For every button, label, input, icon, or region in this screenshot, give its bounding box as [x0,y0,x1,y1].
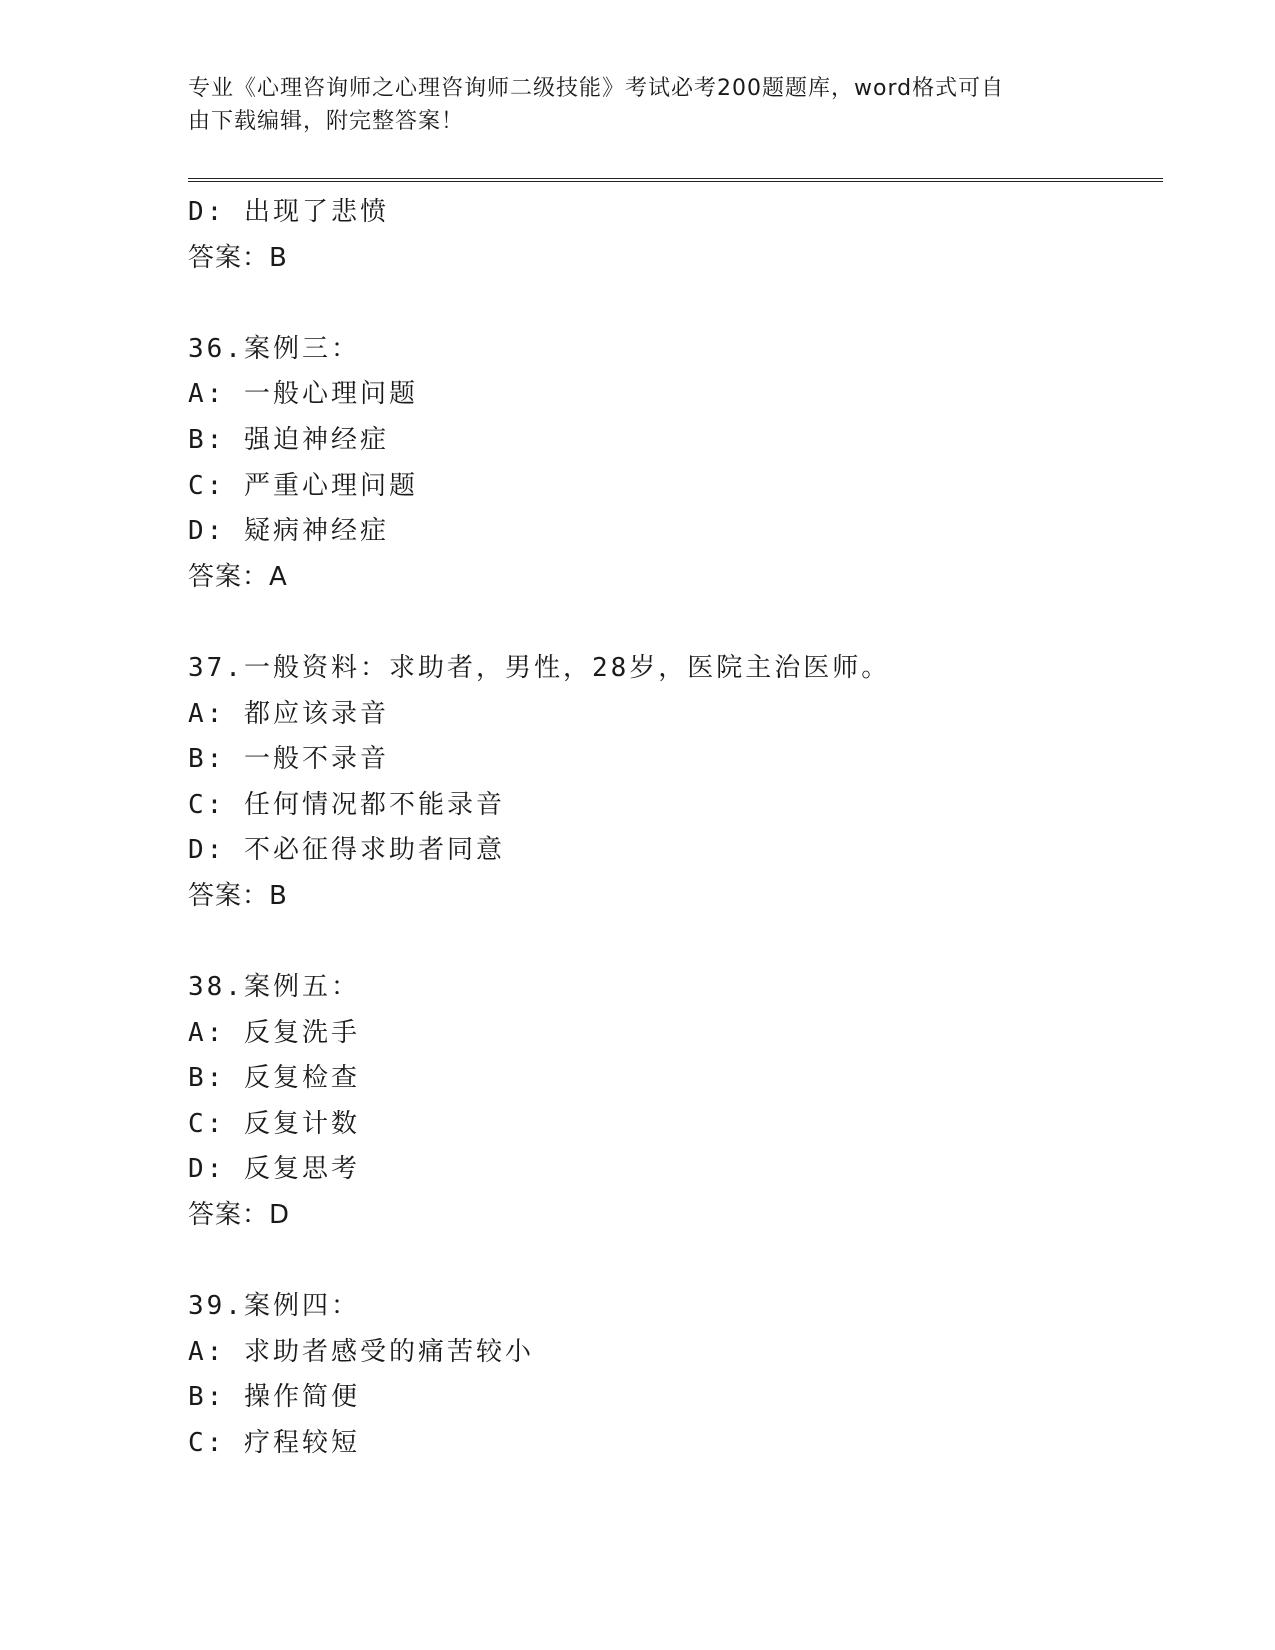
answer-line: 答案：A [188,561,288,592]
document-header [188,72,1068,138]
spacer [188,281,1168,327]
spacer [188,600,1168,646]
option-b: B: 一般不录音 [188,744,389,775]
question-title: 36.案例三： [188,333,360,364]
header-line-1: 专业《心理咨询师之心理咨询师二级技能》考试必考200题题库，word格式可自 [188,76,1005,101]
option-b: B: 操作简便 [188,1382,360,1413]
option-d: D: 出现了悲愤 [188,197,389,227]
option-a: A: 都应该录音 [188,698,389,729]
option-c: C: 疗程较短 [188,1428,360,1459]
option-d: D: 疑病神经症 [188,516,389,547]
question-title: 39.案例四： [188,1291,360,1322]
spacer [188,920,1168,966]
option-a: A: 求助者感受的痛苦较小 [188,1336,534,1367]
question-list [188,190,1168,1467]
option-c: C: 严重心理问题 [188,470,418,501]
answer-line: 答案：B [188,242,288,273]
header-line-2: 由下载编辑，附完整答案！ [188,109,465,134]
question-title: 38.案例五： [188,972,360,1003]
answer-line: 答案：D [188,1200,291,1231]
option-a: A: 反复洗手 [188,1017,360,1048]
option-d: D: 不必征得求助者同意 [188,835,505,866]
spacer [188,1239,1168,1285]
option-b: B: 强迫神经症 [188,424,389,455]
option-d: D: 反复思考 [188,1154,360,1185]
answer-line: 答案：B [188,880,288,911]
question-title: 37.一般资料：求助者，男性，28岁，医院主治医师。 [188,652,891,683]
option-a: A: 一般心理问题 [188,379,418,410]
option-b: B: 反复检查 [188,1063,360,1094]
header-divider [188,178,1163,182]
option-c: C: 反复计数 [188,1108,360,1139]
option-c: C: 任何情况都不能录音 [188,789,505,820]
